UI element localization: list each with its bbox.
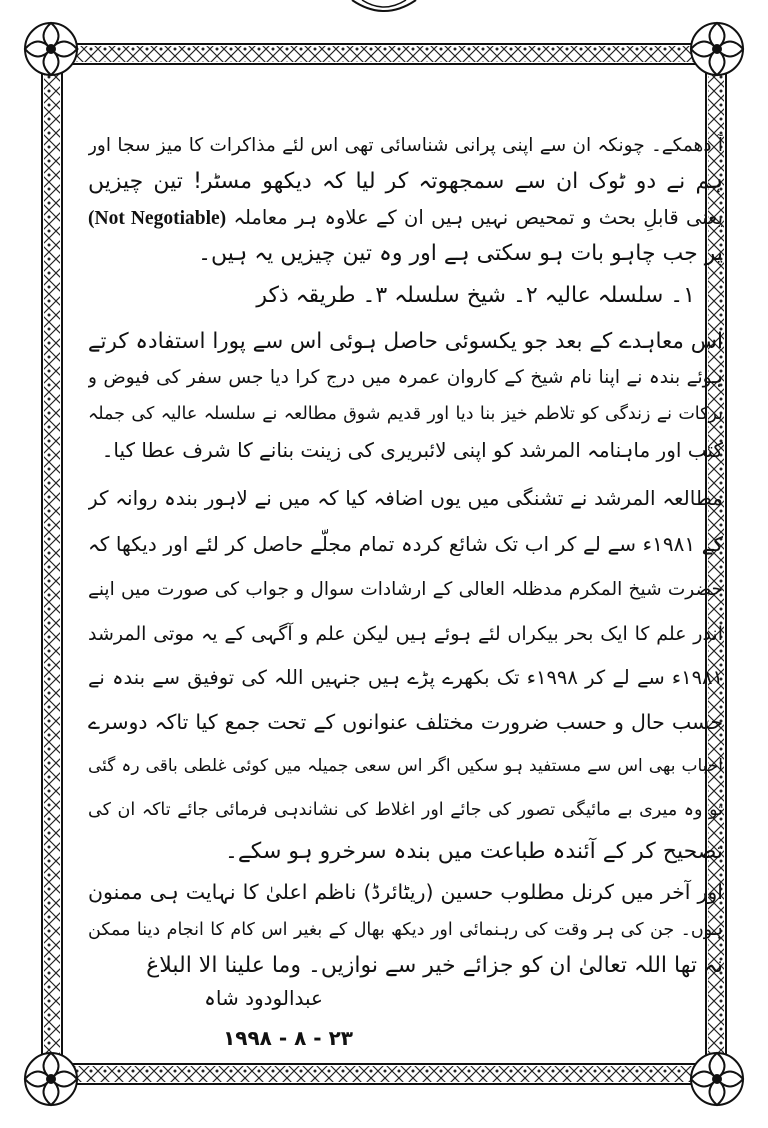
corner-flower-top-left-icon bbox=[8, 6, 94, 92]
text-line-21: نہ تھا اللہ تعالیٰ ان کو جزائے خیر سے نوازیں۔ وما علینا الا البلاغ bbox=[146, 953, 723, 978]
signature-date: ۲۳ - ۸ - ۱۹۹۸ bbox=[223, 1026, 353, 1050]
text-line-18: تصحیح کر کے آئندہ طباعت میں بندہ سرخرو ہو سکے۔ bbox=[225, 839, 723, 864]
numbered-list-line: ۱۔ سلسلہ عالیہ ۲۔ شیخ سلسلہ ۳۔ طریقہ ذکر bbox=[256, 283, 695, 308]
text-line-8: برکات نے زندگی کو تلاطم خیز بنا دیا اور قدیم شوق مطالعہ نے سلسلہ عالیہ کی جملہ bbox=[88, 404, 723, 424]
text-line-11: کے ۱۹۸۱ء سے لے کر اب تک شائع کردہ تمام مجلّے حاصل کر لئے اور دیکھا کہ bbox=[88, 532, 723, 556]
text-line-3 bbox=[88, 200, 723, 236]
corner-flower-bottom-left-icon bbox=[8, 1036, 94, 1122]
text-line-7: ہوئے بندہ نے اپنا نام شیخ کے کاروان عمرہ میں درج کرا دیا جس سفر کی فیوض و bbox=[88, 367, 723, 388]
text-line-12: حضرت شیخ المکرم مدظلہ العالی کے ارشادات سوال و جواب کی صورت میں اپنے bbox=[88, 579, 723, 600]
page-text bbox=[88, 108, 723, 1068]
signature-name: عبدالودود شاہ bbox=[204, 986, 323, 1010]
not-negotiable-phrase: (Not Negotiable) bbox=[88, 208, 227, 229]
text-line-16: احباب بھی اس سے مستفید ہو سکیں اگر اس سعی جمیلہ میں کوئی غلطی باقی رہ گئی bbox=[88, 756, 723, 776]
text-line-3-urdu: یعنی قابلِ بحث و تمحیص نہیں ہیں ان کے علاوہ ہر معاملہ bbox=[233, 206, 723, 229]
text-line-9: کتب اور ماہنامہ المرشد کو اپنی لائبریری کی زینت بنانے کا شرف عطا کیا۔ bbox=[101, 438, 723, 462]
text-line-4: پر جب چاہو بات ہو سکتی ہے اور وہ تین چیزیں یہ ہیں۔ bbox=[198, 241, 723, 266]
text-line-15: حسب حال و حسب ضرورت مختلف عنوانوں کے تحت جمع کیا تاکہ دوسرے bbox=[88, 710, 723, 734]
text-line-19: اور آخر میں کرنل مطلوب حسین (ریٹائرڈ) ناظم اعلیٰ کا نہایت ہی ممنون bbox=[88, 880, 723, 904]
text-line-2: ہم نے دو ٹوک ان سے سمجھوتہ کر لیا کہ دیکھو مسٹر! تین چیزیں bbox=[88, 169, 723, 194]
text-line-14: ۱۹۸۱ء سے لے کر ۱۹۹۸ء تک بکھرے پڑے ہیں جنہیں اللہ کی توفیق سے بندہ نے bbox=[88, 666, 723, 689]
text-line-20: ہوں۔ جن کی ہر وقت کی رہنمائی اور دیکھ بھال کے بغیر اس کام کا انجام دینا ممکن bbox=[88, 920, 723, 940]
text-line-10: مطالعہ المرشد نے تشنگی میں یوں اضافہ کیا کہ میں نے لاہور بندہ روانہ کر bbox=[88, 486, 723, 510]
text-line-13: اندر علم کا ایک بحر بیکراں لئے ہوئے ہیں لیکن علم و آگہی کے یہ موتی المرشد bbox=[88, 623, 723, 645]
corner-flower-top-right-icon bbox=[674, 6, 760, 92]
text-line-6: اس معاہدے کے بعد جو یکسوئی حاصل ہوئی اس سے پورا استفادہ کرتے bbox=[88, 329, 723, 354]
text-line-17: تو وہ میری بے مائیگی تصور کی جائے اور اغلاط کی نشاندہی فرمائی جائے تاکہ ان کی bbox=[88, 800, 723, 820]
text-line-1: آ دھمکے۔ چونکہ ان سے اپنی پرانی شناسائی تھی اس لئے مذاکرات کا میز سجا اور bbox=[88, 135, 723, 156]
